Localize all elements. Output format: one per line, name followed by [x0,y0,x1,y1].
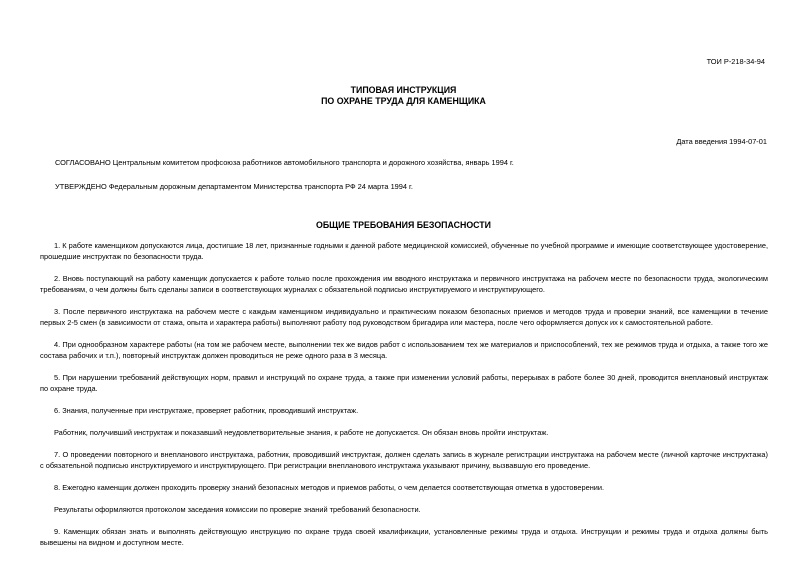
paragraph-3: 3. После первичного инструктажа на рабочем месте с каждым каменщиком индивидуально и практическим показом безопасных приемов и методов труда и проверки знаний, все каменщики в течение первых 2-5 смен (в зависимости от стажа, опыта и характера работы) выполняют работу под руководством бригадира или мастера, после чего оформляется допуск их к самостоятельной работе. [40,307,768,327]
document-title-line-1: ТИПОВАЯ ИНСТРУКЦИЯ [350,85,457,95]
paragraph-8: 8. Ежегодно каменщик должен проходить проверку знаний безопасных методов и приемов работы, о чем делается соответствующая отметка в удостоверении. [54,483,605,492]
paragraph-4: 4. При однообразном характере работы (на том же рабочем месте, выполнении тех же видов работ с использованием тех же материалов и приспособлений, тех же режимов труда и отдыха, а также того же состава рабочих и т.п.), повторный инструктаж должен проводиться не реже одного раза в 3 месяца. [40,340,768,360]
section-body [40,240,768,559]
paragraph-1: 1. К работе каменщиком допускаются лица, достигшие 18 лет, признанные годными к данной работе медицинской комиссией, обученные по учебной программе и имеющие соответствующее удостоверение, прошедшие инструктаж по безопасности труда. [40,241,768,261]
paragraph-6-note: Работник, получивший инструктаж и показавший неудовлетворительные знания, к работе не допускается. Он обязан вновь пройти инструктаж. [54,428,549,437]
document-code: ТОИ Р-218-34-94 [706,57,765,66]
introduction-date: Дата введения 1994-07-01 [676,137,767,146]
paragraph-7: 7. О проведении повторного и внепланового инструктажа, работник, проводивший инструктаж, должен сделать запись в журнале регистрации инструктажа на рабочем месте (личной карточке инструктажа) с обязательной подписью инструктируемого и инструктирующего. При регистрации внепланового инструктажа указывают причину, вызвавшую его проведение. [40,450,768,470]
section-heading: ОБЩИЕ ТРЕБОВАНИЯ БЕЗОПАСНОСТИ [315,220,491,230]
document-title-line-2: ПО ОХРАНЕ ТРУДА ДЛЯ КАМЕНЩИКА [321,96,486,106]
paragraph-9: 9. Каменщик обязан знать и выполнять действующую инструкцию по охране труда своей квалификации, установленные режимы труда и отдыха. Инструкции и режимы труда и отдыха должны быть вывешены на видном и доступном месте. [40,527,768,547]
paragraph-2: 2. Вновь поступающий на работу каменщик допускается к работе только после прохождения им вводного инструктажа и первичного инструктажа на рабочем месте по безопасности труда, экологическим требованиям, о чем должны быть сделаны записи в соответствующих журналах с обязательной подписью инструктируемого и инструктирующего. [40,274,768,294]
document-title [0,85,807,107]
agreed-statement: СОГЛАСОВАНО Центральным комитетом профсоюза работников автомобильного транспорта и дорожного хозяйства, январь 1994 г. [55,158,514,167]
approved-statement: УТВЕРЖДЕНО Федеральным дорожным департаментом Министерства транспорта РФ 24 марта 1994 г. [55,182,413,191]
paragraph-6: 6. Знания, полученные при инструктаже, проверяет работник, проводивший инструктаж. [54,406,359,415]
paragraph-5: 5. При нарушении требований действующих норм, правил и инструкций по охране труда, а также при изменении условий работы, перерывах в работе более 30 дней, проводится внеплановый инструктаж по охране труда. [40,373,768,393]
paragraph-8-note: Результаты оформляются протоколом заседания комиссии по проверке знаний требований безопасности. [54,505,421,514]
